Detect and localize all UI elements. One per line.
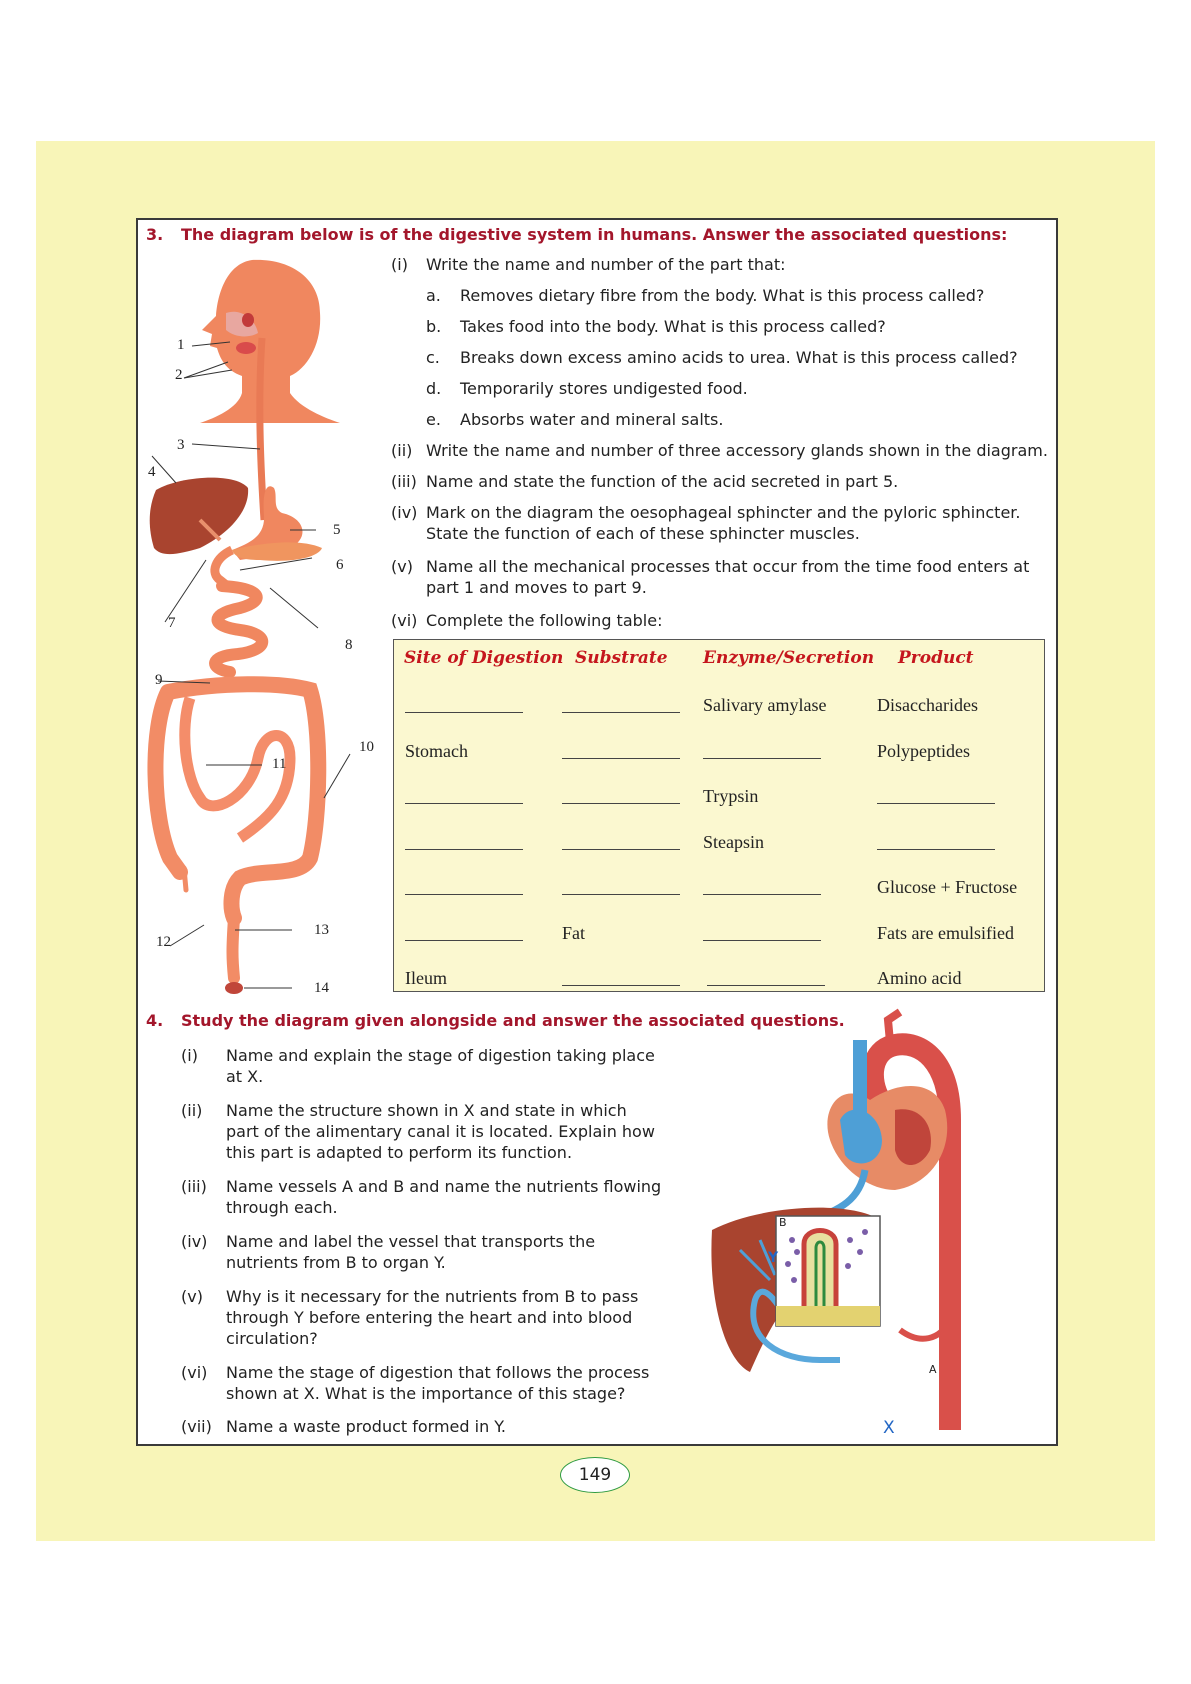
q4-vi-num: (vi)	[181, 1363, 208, 1382]
small-intestine	[215, 586, 262, 672]
blank-site-5[interactable]	[405, 940, 523, 941]
q3-ii-text: Write the name and number of three accessory glands shown in the diagram.	[426, 441, 1048, 460]
q3-heading: The diagram below is of the digestive system in humans. Answer the associated questions:	[181, 225, 1008, 244]
q3-number: 3.	[146, 225, 164, 244]
label-a: A	[929, 1363, 937, 1376]
diagram-label-5: 5	[333, 522, 341, 538]
q4-vii-text: Name a waste product formed in Y.	[226, 1417, 506, 1436]
q3-d-text: Temporarily stores undigested food.	[460, 379, 748, 398]
q3-a-num: a.	[426, 286, 441, 305]
rectum	[233, 918, 235, 978]
q4-iv-num: (iv)	[181, 1232, 208, 1251]
table-header-product: Product	[898, 648, 974, 668]
q4-v-text: Why is it necessary for the nutrients from B to pass through Y before entering the heart and into blood circulation?	[226, 1287, 639, 1348]
diagram-label-9: 9	[155, 672, 163, 688]
page-number: 149	[560, 1457, 630, 1493]
q3-vi-text: Complete the following table:	[426, 611, 663, 630]
appendix	[184, 868, 186, 890]
table-header-enzyme: Enzyme/Secretion	[703, 648, 875, 668]
blank-site-2[interactable]	[405, 803, 523, 804]
q3-c-text: Breaks down excess amino acids to urea. What is this process called?	[460, 348, 1018, 367]
cell-substrate-5: Fat	[562, 923, 586, 943]
blank-substrate-3[interactable]	[562, 849, 680, 850]
salivary-gland	[242, 313, 254, 327]
head-shape	[200, 260, 340, 423]
q3-e-text: Absorbs water and mineral salts.	[460, 410, 724, 429]
cell-enzyme-3: Steapsin	[703, 832, 764, 852]
liver	[150, 478, 248, 554]
cell-enzyme-2: Trypsin	[703, 786, 759, 806]
blank-site-3[interactable]	[405, 849, 523, 850]
q3-b-num: b.	[426, 317, 442, 336]
diagram-label-11: 11	[272, 756, 287, 772]
oesophagus	[260, 338, 264, 520]
q3-vi-num: (vi)	[391, 611, 418, 630]
diagram-label-14: 14	[314, 980, 329, 996]
blank-product-2[interactable]	[877, 803, 995, 804]
cell-site-1: Stomach	[405, 741, 468, 761]
blank-substrate-1[interactable]	[562, 758, 680, 759]
diagram-label-7: 7	[168, 615, 176, 631]
q4-iii-num: (iii)	[181, 1177, 207, 1196]
q3-iv-num: (iv)	[391, 503, 418, 522]
label-x: X	[883, 1418, 895, 1438]
blank-enzyme-5[interactable]	[703, 940, 821, 941]
q4-vi-text: Name the stage of digestion that follows the process shown at X. What is the importance of this stage?	[226, 1363, 650, 1403]
label-b: B	[779, 1216, 787, 1229]
blank-enzyme-1[interactable]	[703, 758, 821, 759]
diagram-label-3: 3	[177, 437, 185, 453]
q3-iv-text: Mark on the diagram the oesophageal sphincter and the pyloric sphincter. State the function of each of these sphincter muscles.	[426, 503, 1021, 543]
blank-substrate-0[interactable]	[562, 712, 680, 713]
q4-i-num: (i)	[181, 1046, 198, 1065]
table-header-site: Site of Digestion	[404, 648, 564, 668]
q4-v-num: (v)	[181, 1287, 203, 1306]
anus	[225, 982, 243, 994]
cell-enzyme-0: Salivary amylase	[703, 695, 827, 715]
cell-product-1: Polypeptides	[877, 741, 970, 761]
q3-iii-num: (iii)	[391, 472, 417, 491]
q4-i-text: Name and explain the stage of digestion taking place at X.	[226, 1046, 655, 1086]
blank-enzyme-6[interactable]	[707, 985, 825, 986]
blank-substrate-6[interactable]	[562, 985, 680, 986]
q3-c-num: c.	[426, 348, 440, 367]
blank-substrate-2[interactable]	[562, 803, 680, 804]
hepatic-portal-diagram	[700, 1000, 1056, 1440]
q3-e-num: e.	[426, 410, 441, 429]
label-y: Y	[768, 1250, 779, 1266]
blank-site-4[interactable]	[405, 894, 523, 895]
q4-number: 4.	[146, 1011, 164, 1030]
cell-product-6: Amino acid	[877, 968, 962, 988]
q3-b-text: Takes food into the body. What is this process called?	[460, 317, 886, 336]
q4-ii-text: Name the structure shown in X and state in which part of the alimentary canal it is located. Explain how this part is adapted to perform its function.	[226, 1101, 655, 1162]
q4-iv-text: Name and label the vessel that transports the nutrients from B to organ Y.	[226, 1232, 596, 1272]
diagram-label-2: 2	[175, 367, 183, 383]
diagram-label-12: 12	[156, 934, 171, 950]
q3-i-num: (i)	[391, 255, 408, 274]
tongue	[236, 342, 256, 354]
q4-ii-num: (ii)	[181, 1101, 203, 1120]
cell-product-5: Fats are emulsified	[877, 923, 1014, 943]
blank-site-0[interactable]	[405, 712, 523, 713]
villus-base	[776, 1306, 880, 1326]
diagram-label-6: 6	[336, 557, 344, 573]
q4-iii-text: Name vessels A and B and name the nutrients flowing through each.	[226, 1177, 662, 1217]
diagram-label-13: 13	[314, 922, 329, 938]
diagram-label-4: 4	[148, 464, 156, 480]
q3-v-text: Name all the mechanical processes that occur from the time food enters at part 1 and moves to part 9.	[426, 557, 1030, 597]
blank-product-3[interactable]	[877, 849, 995, 850]
cell-product-4: Glucose + Fructose	[877, 877, 1018, 897]
q4-heading: Study the diagram given alongside and answer the associated questions.	[181, 1011, 845, 1030]
diagram-label-10: 10	[359, 739, 374, 755]
cell-site-6: Ileum	[405, 968, 447, 988]
q3-ii-num: (ii)	[391, 441, 413, 460]
q3-i-text: Write the name and number of the part that:	[426, 255, 786, 274]
cell-product-0: Disaccharides	[877, 695, 978, 715]
q4-vii-num: (vii)	[181, 1417, 212, 1436]
table-header-substrate: Substrate	[575, 648, 668, 668]
q3-v-num: (v)	[391, 557, 413, 576]
q3-iii-text: Name and state the function of the acid secreted in part 5.	[426, 472, 899, 491]
q3-d-num: d.	[426, 379, 442, 398]
diagram-label-1: 1	[177, 337, 185, 353]
diagram-label-8: 8	[345, 637, 353, 653]
blank-substrate-4[interactable]	[562, 894, 680, 895]
q3-a-text: Removes dietary fibre from the body. What is this process called?	[460, 286, 985, 305]
blank-enzyme-4[interactable]	[703, 894, 821, 895]
